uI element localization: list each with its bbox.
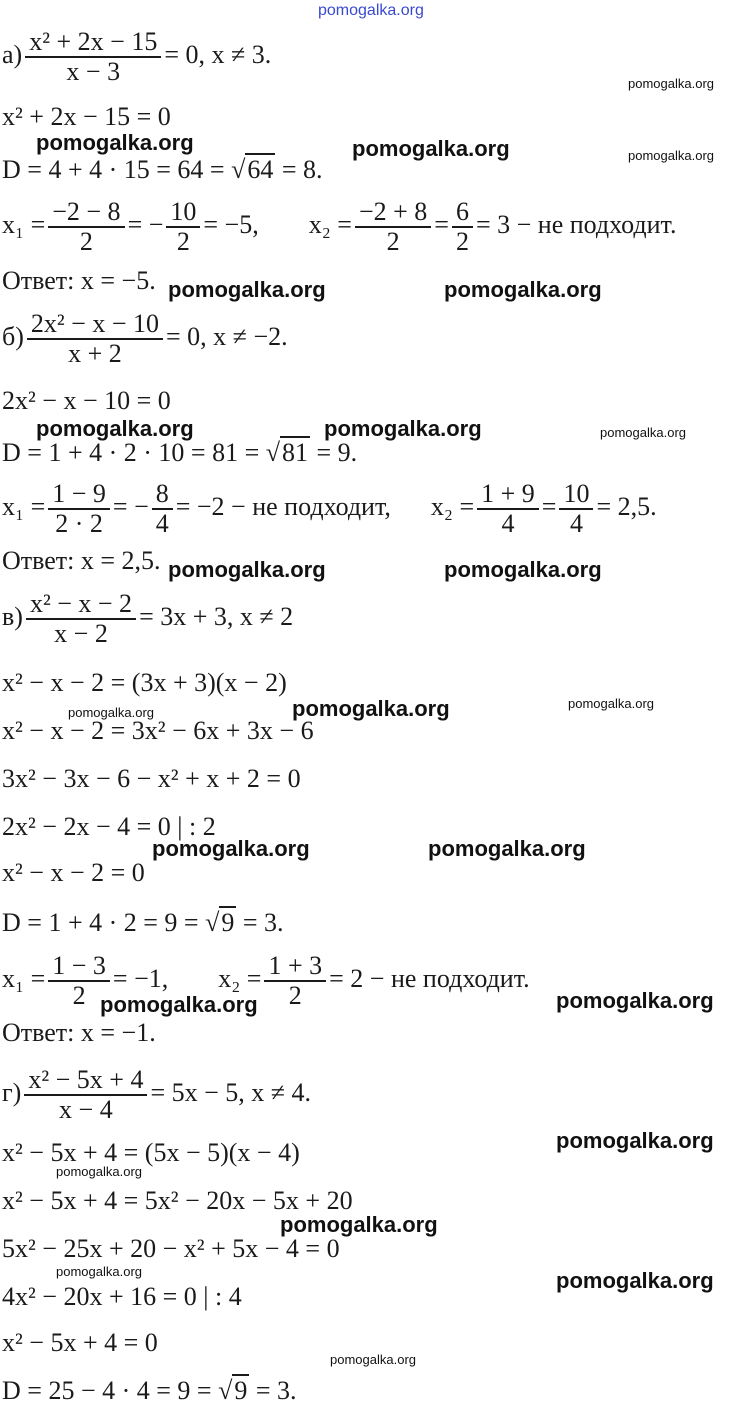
- watermark: pomogalka.org: [168, 277, 326, 302]
- watermark: pomogalka.org: [444, 277, 602, 302]
- watermark: pomogalka.org: [100, 992, 258, 1017]
- numerator: x² − x − 2: [26, 590, 136, 620]
- watermark: pomogalka.org: [152, 836, 310, 861]
- watermark: pomogalka.org: [444, 557, 602, 582]
- disc-post: = 9.: [310, 438, 358, 467]
- denominator: 4: [155, 509, 169, 538]
- numerator: 1 − 3: [48, 952, 110, 982]
- eq-v-discriminant: [2, 908, 284, 938]
- x1-label: x₁ =: [2, 491, 46, 521]
- sqrt-arg: 64: [247, 155, 274, 184]
- sqrt-arg: 9: [234, 1376, 248, 1405]
- denominator: 2: [455, 227, 469, 256]
- eq-b-main: [2, 310, 288, 368]
- eq-v-main: [2, 590, 293, 648]
- eq-g-4: 5x² − 25x + 20 − x² + 5x − 4 = 0: [2, 1234, 340, 1263]
- sqrt-arg: 9: [221, 908, 235, 937]
- numerator: −2 + 8: [355, 198, 431, 228]
- numerator: 1 + 3: [264, 952, 326, 982]
- numerator: x² − 5x + 4: [24, 1066, 147, 1096]
- denominator: x + 2: [68, 339, 122, 368]
- watermark: pomogalka.org: [556, 1268, 714, 1293]
- watermark: pomogalka.org: [556, 988, 714, 1013]
- denominator: 4: [569, 509, 583, 538]
- fraction: [355, 198, 431, 256]
- fraction: [152, 480, 173, 538]
- fraction-a: [25, 28, 161, 86]
- disc-pre: D = 1 + 4 · 2 · 10 = 81 = √: [2, 438, 281, 467]
- watermark: pomogalka.org: [56, 1164, 142, 1179]
- denominator: 4: [501, 509, 515, 538]
- answer-v: Ответ: x = −1.: [2, 1018, 156, 1047]
- watermark: pomogalka.org: [428, 836, 586, 861]
- disc-pre: D = 1 + 4 · 2 = 9 = √: [2, 908, 220, 937]
- eq-g-main: [2, 1066, 311, 1124]
- part-label-v: в): [2, 601, 23, 631]
- fraction: [559, 480, 593, 538]
- watermark-top[interactable]: pomogalka.org: [318, 2, 424, 19]
- eq-a-discriminant: [2, 155, 323, 185]
- watermark: pomogalka.org: [352, 136, 510, 161]
- fraction: [48, 480, 110, 538]
- eq-sign: =: [541, 491, 557, 521]
- numerator: 10: [166, 198, 200, 228]
- fraction: [477, 480, 539, 538]
- numerator: 8: [152, 480, 173, 510]
- eq-g-6: x² − 5x + 4 = 0: [2, 1328, 158, 1357]
- numerator: 10: [559, 480, 593, 510]
- eq-rest: = 0, x ≠ 3.: [164, 39, 272, 69]
- watermark: pomogalka.org: [68, 705, 154, 720]
- x1-result: = −1,: [112, 963, 169, 993]
- disc-pre: D = 4 + 4 · 15 = 64 = √: [2, 155, 246, 184]
- eq-rest: = 5x − 5, x ≠ 4.: [150, 1077, 312, 1107]
- x1-result: = −2 − не подходит,: [175, 491, 391, 521]
- eq-g-3: x² − 5x + 4 = 5x² − 20x − 5x + 20: [2, 1186, 353, 1215]
- x1-label: x₁ =: [2, 963, 46, 993]
- x2-label: x₂ =: [430, 491, 475, 521]
- part-label-b: б): [2, 321, 24, 351]
- eq-sign: =: [434, 209, 449, 239]
- watermark: pomogalka.org: [56, 1264, 142, 1279]
- watermark: pomogalka.org: [628, 76, 714, 91]
- sqrt-arg: 81: [282, 438, 309, 467]
- fraction-g: [24, 1066, 147, 1124]
- denominator: 2 · 2: [55, 509, 103, 538]
- eq-sign: = −: [127, 209, 164, 239]
- numerator: x² + 2x − 15: [25, 28, 161, 58]
- eq-v-4: 3x² − 3x − 6 − x² + x + 2 = 0: [2, 764, 301, 793]
- denominator: x − 3: [66, 57, 121, 86]
- eq-v-5: 2x² − 2x − 4 = 0 | : 2: [2, 812, 216, 841]
- eq-g-5: 4x² − 20x + 16 = 0 | : 4: [2, 1282, 242, 1311]
- eq-b-discriminant: [2, 438, 357, 468]
- eq-a-roots: [2, 198, 676, 256]
- eq-g-discriminant: [2, 1376, 297, 1406]
- eq-v-roots: [2, 952, 530, 1010]
- fraction: [166, 198, 200, 256]
- x2-result: = 2,5.: [596, 491, 657, 521]
- watermark: pomogalka.org: [292, 696, 450, 721]
- watermark: pomogalka.org: [628, 148, 714, 163]
- x2-label: x₂ =: [308, 209, 352, 239]
- watermark: pomogalka.org: [600, 425, 686, 440]
- disc-post: = 3.: [236, 908, 284, 937]
- disc-pre: D = 25 − 4 · 4 = 9 = √: [2, 1376, 233, 1405]
- denominator: 2: [386, 227, 400, 256]
- part-label-a: а): [2, 39, 23, 69]
- watermark: pomogalka.org: [36, 130, 194, 155]
- eq-b-2: 2x² − x − 10 = 0: [2, 386, 171, 415]
- fraction: [452, 198, 473, 256]
- watermark: pomogalka.org: [324, 416, 482, 441]
- fraction-b: [27, 310, 163, 368]
- eq-a-main: [2, 28, 271, 86]
- fraction-v: [26, 590, 136, 648]
- fraction: [48, 198, 124, 256]
- denominator: 2: [288, 981, 302, 1010]
- denominator: 2: [176, 227, 190, 256]
- x1-result: = −5,: [203, 209, 259, 239]
- answer-a: Ответ: x = −5.: [2, 266, 156, 295]
- numerator: −2 − 8: [48, 198, 124, 228]
- eq-a-2: x² + 2x − 15 = 0: [2, 102, 171, 131]
- eq-rest: = 3x + 3, x ≠ 2: [139, 601, 294, 631]
- answer-b: Ответ: x = 2,5.: [2, 546, 161, 575]
- denominator: x − 2: [54, 619, 108, 648]
- denominator: 2: [72, 981, 86, 1010]
- watermark: pomogalka.org: [168, 557, 326, 582]
- watermark: pomogalka.org: [330, 1352, 416, 1367]
- disc-post: = 8.: [275, 155, 323, 184]
- part-label-g: г): [2, 1077, 22, 1107]
- eq-g-2: x² − 5x + 4 = (5x − 5)(x − 4): [2, 1138, 300, 1167]
- numerator: 1 + 9: [477, 480, 539, 510]
- eq-b-roots: [2, 480, 657, 538]
- x2-label: x₂ =: [218, 963, 262, 993]
- watermark: pomogalka.org: [568, 696, 654, 711]
- x2-result: = 2 − не подходит.: [329, 963, 530, 993]
- eq-sign: = −: [112, 491, 149, 521]
- disc-post: = 3.: [249, 1376, 297, 1405]
- x2-result: = 3 − не подходит.: [475, 209, 677, 239]
- watermark: pomogalka.org: [36, 416, 194, 441]
- x1-label: x₁ =: [2, 209, 46, 239]
- numerator: 2x² − x − 10: [27, 310, 163, 340]
- eq-v-3: x² − x − 2 = 3x² − 6x + 3x − 6: [2, 716, 314, 745]
- watermark: pomogalka.org: [280, 1212, 438, 1237]
- numerator: 1 − 9: [48, 480, 110, 510]
- denominator: 2: [79, 227, 93, 256]
- denominator: x − 4: [59, 1095, 113, 1124]
- eq-rest: = 0, x ≠ −2.: [166, 321, 288, 351]
- watermark: pomogalka.org: [556, 1128, 714, 1153]
- fraction: [264, 952, 326, 1010]
- eq-v-2: x² − x − 2 = (3x + 3)(x − 2): [2, 668, 287, 697]
- numerator: 6: [452, 198, 473, 228]
- eq-v-6: x² − x − 2 = 0: [2, 858, 145, 887]
